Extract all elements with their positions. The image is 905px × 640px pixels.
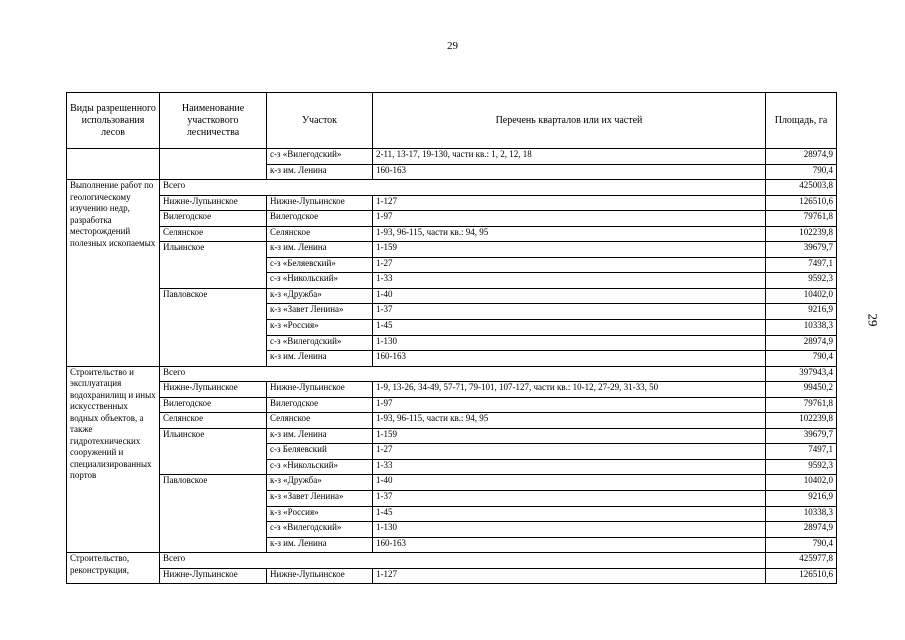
plot-cell: Нижне-Лупьинское [267, 195, 373, 211]
quarters-cell: 1-97 [373, 397, 766, 413]
area-cell: 790,4 [766, 351, 837, 367]
area-cell: 10338,3 [766, 320, 837, 336]
plot-cell: к-з «Дружба» [267, 288, 373, 304]
plot-cell: Вилегодское [267, 211, 373, 227]
forestry-cell: Ильинское [160, 242, 267, 289]
table-row [67, 288, 837, 304]
table-row [67, 382, 837, 398]
quarters-cell: 1-27 [373, 444, 766, 460]
quarters-cell: 2-11, 13-17, 19-130, части кв.: 1, 2, 12, 18 [373, 149, 766, 165]
plot-cell: к-з им. Ленина [267, 164, 373, 180]
total-area-cell: 397943,4 [766, 366, 837, 382]
use-type-cell: Строительство и эксплуатация водохранилищ и иных искусственных водных объектов, а также гидротехнических сооружений и специализированных портов [67, 366, 160, 553]
area-cell: 79761,8 [766, 397, 837, 413]
quarters-cell: 160-163 [373, 537, 766, 553]
area-cell: 790,4 [766, 164, 837, 180]
quarters-cell: 1-93, 96-115, части кв.: 94, 95 [373, 413, 766, 429]
quarters-cell: 1-33 [373, 273, 766, 289]
quarters-cell: 1-45 [373, 320, 766, 336]
area-cell: 10338,3 [766, 506, 837, 522]
area-cell: 102239,8 [766, 226, 837, 242]
table-row [67, 149, 837, 165]
total-label-cell: Всего [160, 553, 766, 569]
table-row [67, 428, 837, 444]
page-number-side: 29 [865, 313, 881, 327]
area-cell: 99450,2 [766, 382, 837, 398]
quarters-cell: 1-127 [373, 568, 766, 584]
area-cell: 10402,0 [766, 475, 837, 491]
forestry-cell: Вилегодское [160, 397, 267, 413]
plot-cell: Селянское [267, 413, 373, 429]
quarters-cell: 1-37 [373, 491, 766, 507]
header-area: Площадь, га [766, 93, 837, 149]
forestry-cell [160, 149, 267, 180]
total-row [67, 180, 837, 196]
forestry-cell: Нижне-Лупьинское [160, 382, 267, 398]
area-cell: 9216,9 [766, 304, 837, 320]
area-cell: 9216,9 [766, 491, 837, 507]
total-row [67, 366, 837, 382]
forestry-cell: Селянское [160, 413, 267, 429]
quarters-cell: 160-163 [373, 164, 766, 180]
area-cell: 126510,6 [766, 568, 837, 584]
quarters-cell: 1-93, 96-115, части кв.: 94, 95 [373, 226, 766, 242]
area-cell: 28974,9 [766, 522, 837, 538]
quarters-cell: 1-9, 13-26, 34-49, 57-71, 79-101, 107-127, части кв.: 10-12, 27-29, 31-33, 50 [373, 382, 766, 398]
header-row [67, 93, 837, 149]
quarters-cell: 1-130 [373, 522, 766, 538]
area-cell: 39679,7 [766, 242, 837, 258]
table-row [67, 568, 837, 584]
area-cell: 102239,8 [766, 413, 837, 429]
header-use-type: Виды разрешенного использования лесов [67, 93, 160, 149]
quarters-cell: 1-159 [373, 242, 766, 258]
quarters-cell: 1-127 [373, 195, 766, 211]
quarters-cell: 1-33 [373, 459, 766, 475]
table-row [67, 413, 837, 429]
area-cell: 28974,9 [766, 149, 837, 165]
table-row [67, 211, 837, 227]
plot-cell: к-з «Завет Ленина» [267, 304, 373, 320]
plot-cell: к-з «Дружба» [267, 475, 373, 491]
plot-cell: с-з «Вилегодский» [267, 149, 373, 165]
quarters-cell: 1-40 [373, 288, 766, 304]
total-label-cell: Всего [160, 180, 766, 196]
area-cell: 790,4 [766, 537, 837, 553]
area-cell: 10402,0 [766, 288, 837, 304]
header-forestry: Наименование участкового лесничества [160, 93, 267, 149]
area-cell: 79761,8 [766, 211, 837, 227]
forestry-cell: Нижне-Лупьинское [160, 195, 267, 211]
area-cell: 9592,3 [766, 273, 837, 289]
area-cell: 39679,7 [766, 428, 837, 444]
quarters-cell: 1-159 [373, 428, 766, 444]
quarters-cell: 1-27 [373, 257, 766, 273]
plot-cell: с-з «Вилегодский» [267, 522, 373, 538]
plot-cell: к-з им. Ленина [267, 428, 373, 444]
forestry-cell: Нижне-Лупьинское [160, 568, 267, 584]
page-number-top: 29 [447, 40, 458, 52]
quarters-cell: 1-37 [373, 304, 766, 320]
plot-cell: к-з им. Ленина [267, 351, 373, 367]
header-quarters: Перечень кварталов или их частей [373, 93, 766, 149]
quarters-cell: 1-45 [373, 506, 766, 522]
total-label-cell: Всего [160, 366, 766, 382]
forestry-cell: Селянское [160, 226, 267, 242]
table-row [67, 475, 837, 491]
forestry-cell: Вилегодское [160, 211, 267, 227]
header-plot: Участок [267, 93, 373, 149]
quarters-cell: 1-97 [373, 211, 766, 227]
total-area-cell: 425003,8 [766, 180, 837, 196]
table-body [67, 149, 837, 584]
plot-cell: Нижне-Лупьинское [267, 568, 373, 584]
plot-cell: к-з «Россия» [267, 320, 373, 336]
plot-cell: с-з «Беляевский» [267, 257, 373, 273]
use-type-cell: Выполнение работ по геологическому изучению недр, разработка месторождений полезных ископаемых [67, 180, 160, 367]
plot-cell: к-з им. Ленина [267, 242, 373, 258]
quarters-cell: 160-163 [373, 351, 766, 367]
area-cell: 28974,9 [766, 335, 837, 351]
use-type-cell [67, 149, 160, 180]
table-row [67, 397, 837, 413]
plot-cell: Селянское [267, 226, 373, 242]
quarters-cell: 1-130 [373, 335, 766, 351]
table-row [67, 226, 837, 242]
plot-cell: с-з «Никольский» [267, 459, 373, 475]
table-row [67, 242, 837, 258]
forestry-cell: Павловское [160, 475, 267, 553]
total-row [67, 553, 837, 569]
area-cell: 9592,3 [766, 459, 837, 475]
plot-cell: с-з Беляевский [267, 444, 373, 460]
quarters-cell: 1-40 [373, 475, 766, 491]
area-cell: 126510,6 [766, 195, 837, 211]
plot-cell: к-з «Завет Ленина» [267, 491, 373, 507]
plot-cell: Вилегодское [267, 397, 373, 413]
table-row [67, 195, 837, 211]
total-area-cell: 425977,8 [766, 553, 837, 569]
area-cell: 7497,1 [766, 444, 837, 460]
plot-cell: с-з «Никольский» [267, 273, 373, 289]
use-type-cell: Строительство, реконструкция, [67, 553, 160, 584]
forestry-cell: Павловское [160, 288, 267, 366]
forest-use-table [66, 92, 837, 584]
plot-cell: с-з «Вилегодский» [267, 335, 373, 351]
area-cell: 7497,1 [766, 257, 837, 273]
plot-cell: к-з «Россия» [267, 506, 373, 522]
forestry-cell: Ильинское [160, 428, 267, 475]
plot-cell: к-з им. Ленина [267, 537, 373, 553]
plot-cell: Нижне-Лупьинское [267, 382, 373, 398]
